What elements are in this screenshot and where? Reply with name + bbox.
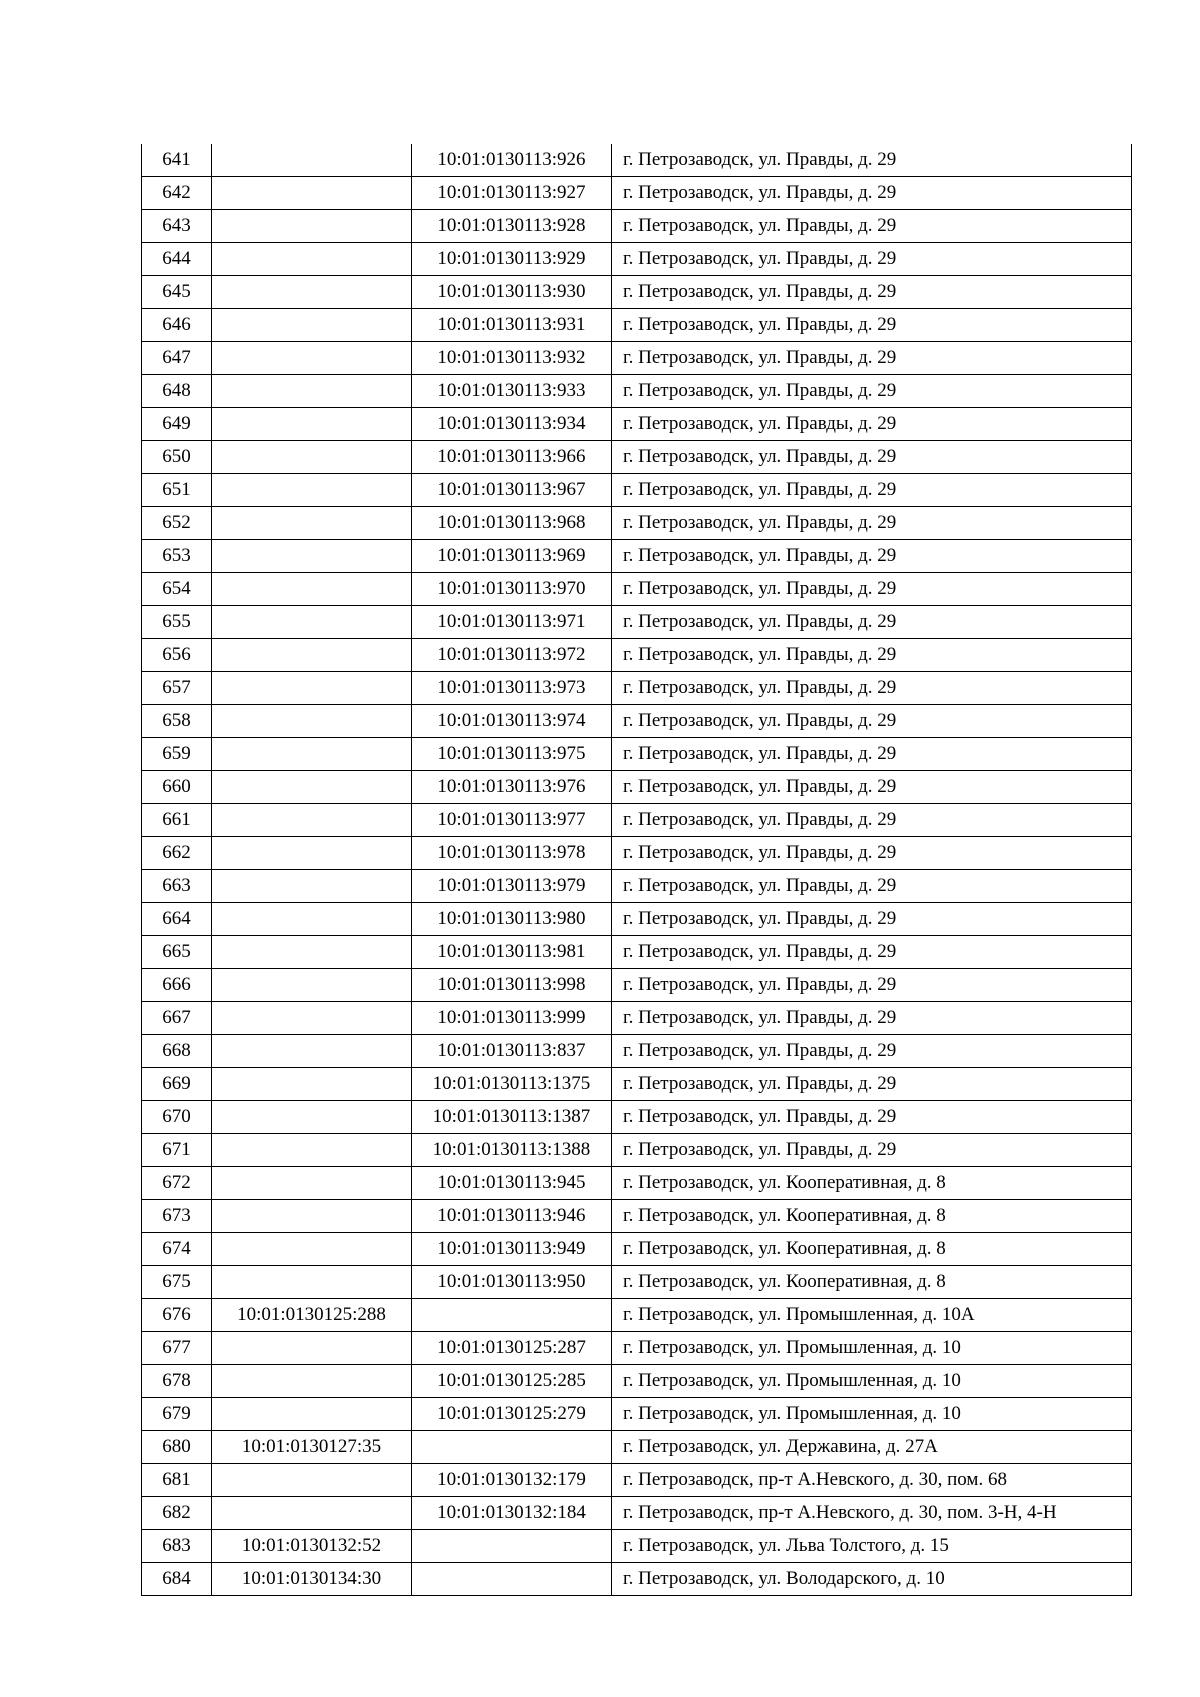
land-cadastral-number-cell [212, 738, 412, 771]
row-number-cell: 643 [142, 210, 212, 243]
premises-cadastral-number-cell: 10:01:0130113:970 [412, 573, 612, 606]
row-number-cell: 649 [142, 408, 212, 441]
land-cadastral-number-cell [212, 1365, 412, 1398]
address-cell: г. Петрозаводск, ул. Правды, д. 29 [612, 1002, 1132, 1035]
land-cadastral-number-cell [212, 1200, 412, 1233]
row-number-cell: 656 [142, 639, 212, 672]
address-cell: г. Петрозаводск, ул. Правды, д. 29 [612, 210, 1132, 243]
premises-cadastral-number-cell: 10:01:0130113:945 [412, 1167, 612, 1200]
land-cadastral-number-cell [212, 474, 412, 507]
address-cell: г. Петрозаводск, пр-т А.Невского, д. 30, пом. 3-Н, 4-Н [612, 1497, 1132, 1530]
address-cell: г. Петрозаводск, ул. Правды, д. 29 [612, 738, 1132, 771]
address-cell: г. Петрозаводск, ул. Кооперативная, д. 8 [612, 1167, 1132, 1200]
land-cadastral-number-cell [212, 309, 412, 342]
land-cadastral-number-cell [212, 375, 412, 408]
premises-cadastral-number-cell: 10:01:0130113:974 [412, 705, 612, 738]
premises-cadastral-number-cell: 10:01:0130113:966 [412, 441, 612, 474]
premises-cadastral-number-cell: 10:01:0130125:279 [412, 1398, 612, 1431]
land-cadastral-number-cell [212, 210, 412, 243]
address-cell: г. Петрозаводск, ул. Правды, д. 29 [612, 771, 1132, 804]
table-row [142, 375, 1132, 408]
row-number-cell: 653 [142, 540, 212, 573]
premises-cadastral-number-cell: 10:01:0130113:837 [412, 1035, 612, 1068]
address-cell: г. Петрозаводск, ул. Правды, д. 29 [612, 309, 1132, 342]
address-cell: г. Петрозаводск, ул. Правды, д. 29 [612, 1101, 1132, 1134]
table-row [142, 837, 1132, 870]
table-row [142, 210, 1132, 243]
row-number-cell: 669 [142, 1068, 212, 1101]
row-number-cell: 663 [142, 870, 212, 903]
address-cell: г. Петрозаводск, ул. Правды, д. 29 [612, 375, 1132, 408]
table-row [142, 738, 1132, 771]
land-cadastral-number-cell [212, 837, 412, 870]
table-row [142, 1101, 1132, 1134]
premises-cadastral-number-cell: 10:01:0130113:979 [412, 870, 612, 903]
row-number-cell: 645 [142, 276, 212, 309]
address-cell: г. Петрозаводск, ул. Промышленная, д. 10А [612, 1299, 1132, 1332]
land-cadastral-number-cell [212, 1497, 412, 1530]
table-row [142, 870, 1132, 903]
land-cadastral-number-cell [212, 870, 412, 903]
table-row [142, 1266, 1132, 1299]
address-cell: г. Петрозаводск, ул. Правды, д. 29 [612, 1035, 1132, 1068]
premises-cadastral-number-cell: 10:01:0130113:977 [412, 804, 612, 837]
table-row [142, 705, 1132, 738]
premises-cadastral-number-cell: 10:01:0130113:934 [412, 408, 612, 441]
address-cell: г. Петрозаводск, ул. Правды, д. 29 [612, 474, 1132, 507]
address-cell: г. Петрозаводск, пр-т А.Невского, д. 30, пом. 68 [612, 1464, 1132, 1497]
land-cadastral-number-cell [212, 804, 412, 837]
premises-cadastral-number-cell: 10:01:0130113:971 [412, 606, 612, 639]
row-number-cell: 664 [142, 903, 212, 936]
address-cell: г. Петрозаводск, ул. Правды, д. 29 [612, 870, 1132, 903]
table-row [142, 1068, 1132, 1101]
row-number-cell: 676 [142, 1299, 212, 1332]
address-cell: г. Петрозаводск, ул. Кооперативная, д. 8 [612, 1266, 1132, 1299]
land-cadastral-number-cell [212, 177, 412, 210]
land-cadastral-number-cell [212, 936, 412, 969]
land-cadastral-number-cell [212, 1398, 412, 1431]
premises-cadastral-number-cell [412, 1530, 612, 1563]
address-cell: г. Петрозаводск, ул. Промышленная, д. 10 [612, 1365, 1132, 1398]
premises-cadastral-number-cell: 10:01:0130113:949 [412, 1233, 612, 1266]
table-row [142, 1464, 1132, 1497]
premises-cadastral-number-cell: 10:01:0130113:976 [412, 771, 612, 804]
table-row [142, 1563, 1132, 1596]
address-cell: г. Петрозаводск, ул. Правды, д. 29 [612, 408, 1132, 441]
table-row [142, 804, 1132, 837]
address-cell: г. Петрозаводск, ул. Правды, д. 29 [612, 573, 1132, 606]
land-cadastral-number-cell [212, 1332, 412, 1365]
land-cadastral-number-cell: 10:01:0130134:30 [212, 1563, 412, 1596]
land-cadastral-number-cell [212, 1464, 412, 1497]
table-row [142, 573, 1132, 606]
premises-cadastral-number-cell: 10:01:0130132:179 [412, 1464, 612, 1497]
premises-cadastral-number-cell: 10:01:0130113:969 [412, 540, 612, 573]
table-row [142, 672, 1132, 705]
address-cell: г. Петрозаводск, ул. Правды, д. 29 [612, 639, 1132, 672]
premises-cadastral-number-cell: 10:01:0130113:967 [412, 474, 612, 507]
address-cell: г. Петрозаводск, ул. Державина, д. 27А [612, 1431, 1132, 1464]
address-cell: г. Петрозаводск, ул. Правды, д. 29 [612, 540, 1132, 573]
table-row [142, 1233, 1132, 1266]
premises-cadastral-number-cell: 10:01:0130113:1375 [412, 1068, 612, 1101]
address-cell: г. Петрозаводск, ул. Правды, д. 29 [612, 969, 1132, 1002]
address-cell: г. Петрозаводск, ул. Володарского, д. 10 [612, 1563, 1132, 1596]
land-cadastral-number-cell [212, 243, 412, 276]
land-cadastral-number-cell [212, 903, 412, 936]
premises-cadastral-number-cell: 10:01:0130113:972 [412, 639, 612, 672]
row-number-cell: 671 [142, 1134, 212, 1167]
table-row [142, 606, 1132, 639]
address-cell: г. Петрозаводск, ул. Правды, д. 29 [612, 903, 1132, 936]
row-number-cell: 665 [142, 936, 212, 969]
land-cadastral-number-cell [212, 1233, 412, 1266]
table-row [142, 1134, 1132, 1167]
table-row [142, 408, 1132, 441]
row-number-cell: 684 [142, 1563, 212, 1596]
land-cadastral-number-cell: 10:01:0130127:35 [212, 1431, 412, 1464]
land-cadastral-number-cell [212, 1035, 412, 1068]
premises-cadastral-number-cell: 10:01:0130113:975 [412, 738, 612, 771]
row-number-cell: 646 [142, 309, 212, 342]
table-row [142, 144, 1132, 177]
land-cadastral-number-cell [212, 540, 412, 573]
table-row [142, 1299, 1132, 1332]
table-row [142, 969, 1132, 1002]
table-row [142, 177, 1132, 210]
premises-cadastral-number-cell: 10:01:0130113:1388 [412, 1134, 612, 1167]
address-cell: г. Петрозаводск, ул. Промышленная, д. 10 [612, 1332, 1132, 1365]
land-cadastral-number-cell [212, 672, 412, 705]
property-table [141, 144, 1132, 1596]
premises-cadastral-number-cell: 10:01:0130113:946 [412, 1200, 612, 1233]
table-row [142, 1200, 1132, 1233]
premises-cadastral-number-cell: 10:01:0130125:285 [412, 1365, 612, 1398]
land-cadastral-number-cell [212, 705, 412, 738]
land-cadastral-number-cell: 10:01:0130132:52 [212, 1530, 412, 1563]
address-cell: г. Петрозаводск, ул. Кооперативная, д. 8 [612, 1233, 1132, 1266]
table-row [142, 936, 1132, 969]
address-cell: г. Петрозаводск, ул. Льва Толстого, д. 15 [612, 1530, 1132, 1563]
land-cadastral-number-cell [212, 573, 412, 606]
address-cell: г. Петрозаводск, ул. Правды, д. 29 [612, 672, 1132, 705]
row-number-cell: 651 [142, 474, 212, 507]
address-cell: г. Петрозаводск, ул. Правды, д. 29 [612, 705, 1132, 738]
address-cell: г. Петрозаводск, ул. Правды, д. 29 [612, 936, 1132, 969]
premises-cadastral-number-cell: 10:01:0130113:926 [412, 144, 612, 177]
address-cell: г. Петрозаводск, ул. Правды, д. 29 [612, 1068, 1132, 1101]
table-row [142, 309, 1132, 342]
premises-cadastral-number-cell: 10:01:0130113:931 [412, 309, 612, 342]
land-cadastral-number-cell [212, 144, 412, 177]
row-number-cell: 670 [142, 1101, 212, 1134]
row-number-cell: 660 [142, 771, 212, 804]
premises-cadastral-number-cell: 10:01:0130113:933 [412, 375, 612, 408]
land-cadastral-number-cell [212, 606, 412, 639]
premises-cadastral-number-cell: 10:01:0130113:981 [412, 936, 612, 969]
table-row [142, 1002, 1132, 1035]
land-cadastral-number-cell [212, 771, 412, 804]
premises-cadastral-number-cell: 10:01:0130113:980 [412, 903, 612, 936]
row-number-cell: 648 [142, 375, 212, 408]
row-number-cell: 677 [142, 1332, 212, 1365]
address-cell: г. Петрозаводск, ул. Кооперативная, д. 8 [612, 1200, 1132, 1233]
row-number-cell: 682 [142, 1497, 212, 1530]
land-cadastral-number-cell [212, 342, 412, 375]
row-number-cell: 675 [142, 1266, 212, 1299]
address-cell: г. Петрозаводск, ул. Правды, д. 29 [612, 243, 1132, 276]
premises-cadastral-number-cell: 10:01:0130132:184 [412, 1497, 612, 1530]
premises-cadastral-number-cell: 10:01:0130113:978 [412, 837, 612, 870]
table-row [142, 540, 1132, 573]
land-cadastral-number-cell [212, 639, 412, 672]
premises-cadastral-number-cell: 10:01:0130113:999 [412, 1002, 612, 1035]
row-number-cell: 658 [142, 705, 212, 738]
address-cell: г. Петрозаводск, ул. Правды, д. 29 [612, 507, 1132, 540]
table-row [142, 1431, 1132, 1464]
row-number-cell: 674 [142, 1233, 212, 1266]
premises-cadastral-number-cell [412, 1299, 612, 1332]
address-cell: г. Петрозаводск, ул. Правды, д. 29 [612, 177, 1132, 210]
address-cell: г. Петрозаводск, ул. Правды, д. 29 [612, 441, 1132, 474]
row-number-cell: 673 [142, 1200, 212, 1233]
row-number-cell: 652 [142, 507, 212, 540]
row-number-cell: 644 [142, 243, 212, 276]
row-number-cell: 683 [142, 1530, 212, 1563]
table-row [142, 639, 1132, 672]
address-cell: г. Петрозаводск, ул. Правды, д. 29 [612, 804, 1132, 837]
table-row [142, 903, 1132, 936]
premises-cadastral-number-cell: 10:01:0130113:1387 [412, 1101, 612, 1134]
land-cadastral-number-cell [212, 1134, 412, 1167]
row-number-cell: 681 [142, 1464, 212, 1497]
row-number-cell: 659 [142, 738, 212, 771]
row-number-cell: 642 [142, 177, 212, 210]
land-cadastral-number-cell [212, 1266, 412, 1299]
premises-cadastral-number-cell: 10:01:0130113:950 [412, 1266, 612, 1299]
table-row [142, 1398, 1132, 1431]
land-cadastral-number-cell [212, 1101, 412, 1134]
land-cadastral-number-cell [212, 969, 412, 1002]
row-number-cell: 655 [142, 606, 212, 639]
premises-cadastral-number-cell [412, 1563, 612, 1596]
land-cadastral-number-cell [212, 1068, 412, 1101]
row-number-cell: 678 [142, 1365, 212, 1398]
land-cadastral-number-cell: 10:01:0130125:288 [212, 1299, 412, 1332]
row-number-cell: 662 [142, 837, 212, 870]
row-number-cell: 666 [142, 969, 212, 1002]
address-cell: г. Петрозаводск, ул. Правды, д. 29 [612, 342, 1132, 375]
address-cell: г. Петрозаводск, ул. Правды, д. 29 [612, 1134, 1132, 1167]
row-number-cell: 679 [142, 1398, 212, 1431]
row-number-cell: 668 [142, 1035, 212, 1068]
row-number-cell: 661 [142, 804, 212, 837]
table-row [142, 1035, 1132, 1068]
row-number-cell: 647 [142, 342, 212, 375]
address-cell: г. Петрозаводск, ул. Правды, д. 29 [612, 837, 1132, 870]
table-row [142, 1530, 1132, 1563]
address-cell: г. Петрозаводск, ул. Правды, д. 29 [612, 606, 1132, 639]
table-row [142, 441, 1132, 474]
table-row [142, 1365, 1132, 1398]
row-number-cell: 654 [142, 573, 212, 606]
land-cadastral-number-cell [212, 1167, 412, 1200]
table-row [142, 474, 1132, 507]
table-row [142, 342, 1132, 375]
table-row [142, 243, 1132, 276]
row-number-cell: 667 [142, 1002, 212, 1035]
premises-cadastral-number-cell: 10:01:0130125:287 [412, 1332, 612, 1365]
premises-cadastral-number-cell: 10:01:0130113:928 [412, 210, 612, 243]
address-cell: г. Петрозаводск, ул. Правды, д. 29 [612, 144, 1132, 177]
premises-cadastral-number-cell: 10:01:0130113:998 [412, 969, 612, 1002]
property-table-body [142, 144, 1132, 1596]
premises-cadastral-number-cell: 10:01:0130113:929 [412, 243, 612, 276]
premises-cadastral-number-cell: 10:01:0130113:973 [412, 672, 612, 705]
land-cadastral-number-cell [212, 408, 412, 441]
premises-cadastral-number-cell [412, 1431, 612, 1464]
row-number-cell: 680 [142, 1431, 212, 1464]
row-number-cell: 650 [142, 441, 212, 474]
land-cadastral-number-cell [212, 276, 412, 309]
address-cell: г. Петрозаводск, ул. Правды, д. 29 [612, 276, 1132, 309]
table-row [142, 507, 1132, 540]
land-cadastral-number-cell [212, 507, 412, 540]
table-row [142, 276, 1132, 309]
premises-cadastral-number-cell: 10:01:0130113:927 [412, 177, 612, 210]
row-number-cell: 657 [142, 672, 212, 705]
table-row [142, 1332, 1132, 1365]
land-cadastral-number-cell [212, 441, 412, 474]
row-number-cell: 672 [142, 1167, 212, 1200]
premises-cadastral-number-cell: 10:01:0130113:930 [412, 276, 612, 309]
table-row [142, 1497, 1132, 1530]
land-cadastral-number-cell [212, 1002, 412, 1035]
row-number-cell: 641 [142, 144, 212, 177]
premises-cadastral-number-cell: 10:01:0130113:932 [412, 342, 612, 375]
address-cell: г. Петрозаводск, ул. Промышленная, д. 10 [612, 1398, 1132, 1431]
table-row [142, 1167, 1132, 1200]
premises-cadastral-number-cell: 10:01:0130113:968 [412, 507, 612, 540]
table-row [142, 771, 1132, 804]
